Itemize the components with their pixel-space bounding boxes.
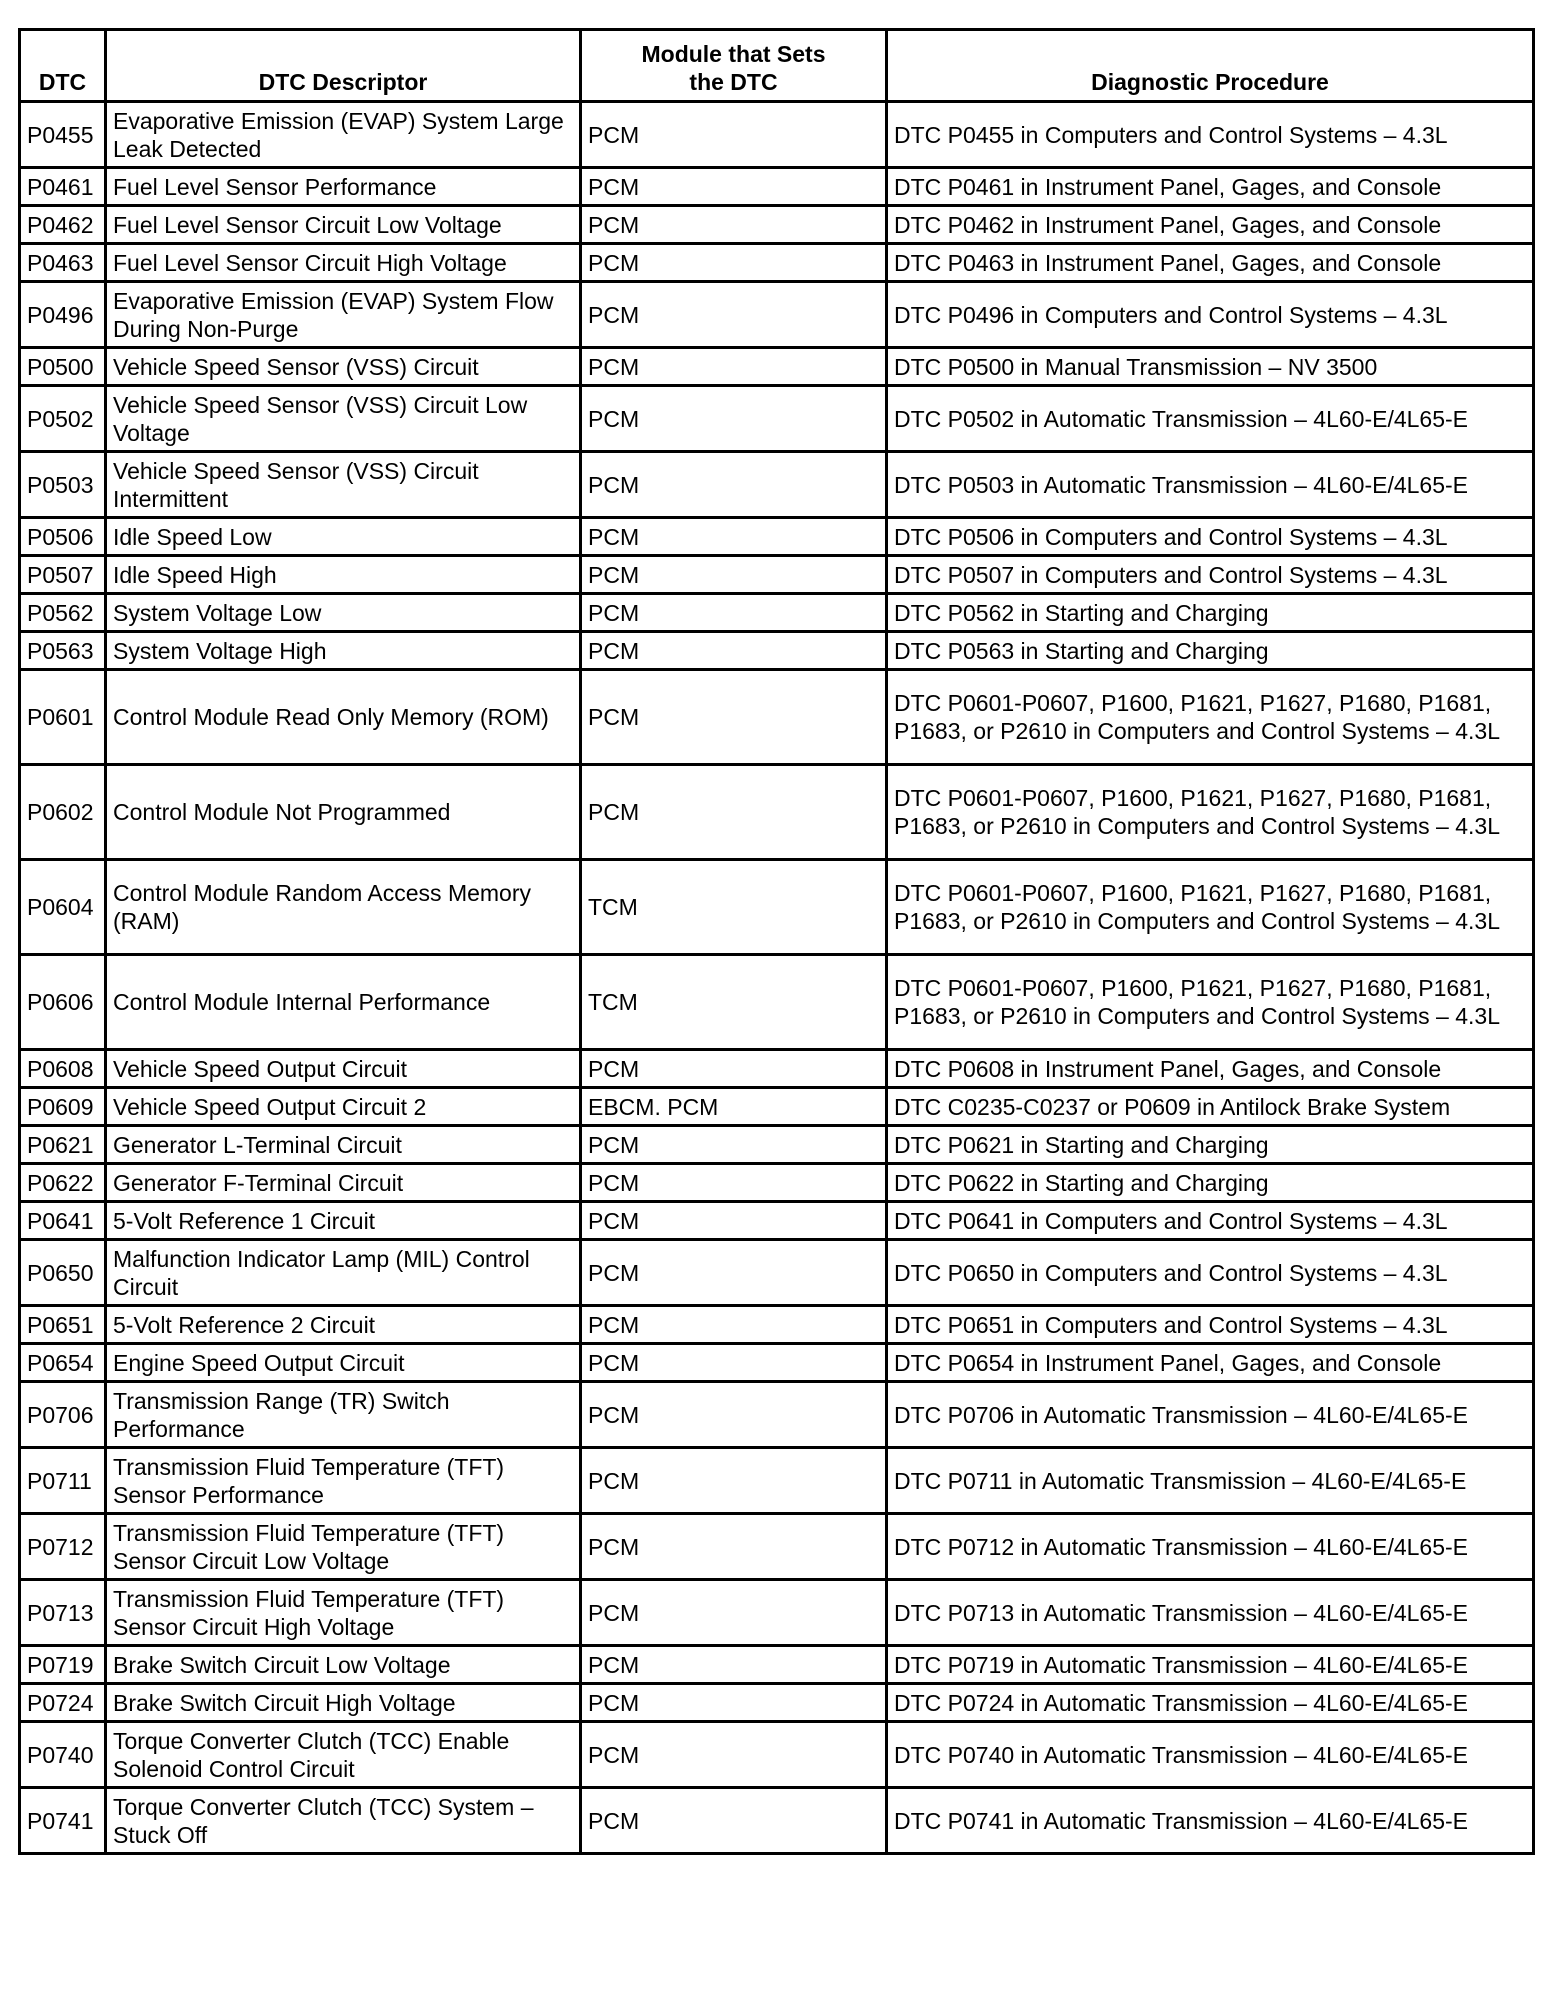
dtc-descriptor-cell: Evaporative Emission (EVAP) System Large Leak Detected <box>106 102 581 168</box>
dtc-procedure-cell: DTC P0463 in Instrument Panel, Gages, and Console <box>887 244 1534 282</box>
dtc-module-cell: PCM <box>581 1580 887 1646</box>
table-row <box>20 632 1534 670</box>
dtc-procedure-cell: DTC P0740 in Automatic Transmission – 4L60-E/4L65-E <box>887 1722 1534 1788</box>
dtc-descriptor-cell: System Voltage Low <box>106 594 581 632</box>
dtc-code-cell: P0507 <box>20 556 106 594</box>
dtc-module-cell: TCM <box>581 955 887 1050</box>
table-row <box>20 1448 1534 1514</box>
dtc-procedure-cell: DTC P0724 in Automatic Transmission – 4L60-E/4L65-E <box>887 1684 1534 1722</box>
dtc-procedure-cell: DTC P0500 in Manual Transmission – NV 3500 <box>887 348 1534 386</box>
dtc-code-cell: P0463 <box>20 244 106 282</box>
dtc-code-cell: P0740 <box>20 1722 106 1788</box>
dtc-module-cell: PCM <box>581 1448 887 1514</box>
table-row <box>20 244 1534 282</box>
dtc-descriptor-cell: Vehicle Speed Sensor (VSS) Circuit <box>106 348 581 386</box>
dtc-module-cell: PCM <box>581 1164 887 1202</box>
table-row <box>20 1306 1534 1344</box>
dtc-code-cell: P0496 <box>20 282 106 348</box>
header-descriptor: DTC Descriptor <box>106 30 581 102</box>
table-row <box>20 206 1534 244</box>
dtc-module-cell: PCM <box>581 1684 887 1722</box>
dtc-descriptor-cell: Fuel Level Sensor Performance <box>106 168 581 206</box>
dtc-code-cell: P0713 <box>20 1580 106 1646</box>
dtc-module-cell: PCM <box>581 670 887 765</box>
dtc-code-cell: P0602 <box>20 765 106 860</box>
dtc-module-cell: PCM <box>581 1050 887 1088</box>
dtc-descriptor-cell: Malfunction Indicator Lamp (MIL) Control Circuit <box>106 1240 581 1306</box>
dtc-descriptor-cell: Fuel Level Sensor Circuit Low Voltage <box>106 206 581 244</box>
dtc-code-cell: P0654 <box>20 1344 106 1382</box>
dtc-code-cell: P0500 <box>20 348 106 386</box>
dtc-module-cell: PCM <box>581 386 887 452</box>
table-row <box>20 452 1534 518</box>
dtc-procedure-cell: DTC P0650 in Computers and Control Systems – 4.3L <box>887 1240 1534 1306</box>
dtc-code-cell: P0604 <box>20 860 106 955</box>
dtc-procedure-cell: DTC P0507 in Computers and Control Systems – 4.3L <box>887 556 1534 594</box>
table-row <box>20 1788 1534 1854</box>
dtc-procedure-cell: DTC P0713 in Automatic Transmission – 4L60-E/4L65-E <box>887 1580 1534 1646</box>
dtc-module-cell: PCM <box>581 765 887 860</box>
header-dtc: DTC <box>20 30 106 102</box>
dtc-procedure-cell: DTC P0601-P0607, P1600, P1621, P1627, P1680, P1681, P1683, or P2610 in Computers and Control Systems – 4.3L <box>887 955 1534 1050</box>
table-row <box>20 386 1534 452</box>
table-row <box>20 1646 1534 1684</box>
dtc-procedure-cell: DTC P0455 in Computers and Control Systems – 4.3L <box>887 102 1534 168</box>
dtc-module-cell: PCM <box>581 1202 887 1240</box>
dtc-code-cell: P0503 <box>20 452 106 518</box>
table-row <box>20 556 1534 594</box>
dtc-descriptor-cell: Control Module Not Programmed <box>106 765 581 860</box>
table-row <box>20 282 1534 348</box>
table-row <box>20 1164 1534 1202</box>
dtc-module-cell: PCM <box>581 632 887 670</box>
dtc-table <box>18 28 1535 1855</box>
dtc-descriptor-cell: Transmission Fluid Temperature (TFT) Sensor Circuit High Voltage <box>106 1580 581 1646</box>
dtc-code-cell: P0719 <box>20 1646 106 1684</box>
dtc-descriptor-cell: Control Module Read Only Memory (ROM) <box>106 670 581 765</box>
table-row <box>20 1722 1534 1788</box>
dtc-code-cell: P0462 <box>20 206 106 244</box>
table-row <box>20 1240 1534 1306</box>
dtc-procedure-cell: DTC P0712 in Automatic Transmission – 4L60-E/4L65-E <box>887 1514 1534 1580</box>
table-row <box>20 1514 1534 1580</box>
dtc-module-cell: PCM <box>581 244 887 282</box>
dtc-code-cell: P0712 <box>20 1514 106 1580</box>
dtc-procedure-cell: DTC P0503 in Automatic Transmission – 4L60-E/4L65-E <box>887 452 1534 518</box>
dtc-code-cell: P0455 <box>20 102 106 168</box>
dtc-module-cell: PCM <box>581 168 887 206</box>
dtc-descriptor-cell: Engine Speed Output Circuit <box>106 1344 581 1382</box>
dtc-descriptor-cell: System Voltage High <box>106 632 581 670</box>
dtc-descriptor-cell: Brake Switch Circuit Low Voltage <box>106 1646 581 1684</box>
dtc-module-cell: PCM <box>581 1306 887 1344</box>
dtc-module-cell: PCM <box>581 282 887 348</box>
dtc-module-cell: PCM <box>581 102 887 168</box>
dtc-code-cell: P0650 <box>20 1240 106 1306</box>
dtc-module-cell: EBCM. PCM <box>581 1088 887 1126</box>
dtc-descriptor-cell: Evaporative Emission (EVAP) System Flow During Non-Purge <box>106 282 581 348</box>
table-row <box>20 1580 1534 1646</box>
dtc-procedure-cell: DTC P0562 in Starting and Charging <box>887 594 1534 632</box>
dtc-module-cell: PCM <box>581 1788 887 1854</box>
dtc-code-cell: P0706 <box>20 1382 106 1448</box>
dtc-module-cell: PCM <box>581 452 887 518</box>
dtc-module-cell: PCM <box>581 1646 887 1684</box>
dtc-module-cell: PCM <box>581 348 887 386</box>
table-row <box>20 1088 1534 1126</box>
dtc-code-cell: P0562 <box>20 594 106 632</box>
dtc-descriptor-cell: Transmission Fluid Temperature (TFT) Sensor Circuit Low Voltage <box>106 1514 581 1580</box>
dtc-descriptor-cell: Idle Speed Low <box>106 518 581 556</box>
table-row <box>20 860 1534 955</box>
dtc-descriptor-cell: Transmission Range (TR) Switch Performance <box>106 1382 581 1448</box>
dtc-code-cell: P0711 <box>20 1448 106 1514</box>
table-row <box>20 594 1534 632</box>
dtc-descriptor-cell: 5-Volt Reference 1 Circuit <box>106 1202 581 1240</box>
dtc-module-cell: PCM <box>581 1240 887 1306</box>
table-row <box>20 168 1534 206</box>
dtc-descriptor-cell: Brake Switch Circuit High Voltage <box>106 1684 581 1722</box>
dtc-procedure-cell: DTC P0601-P0607, P1600, P1621, P1627, P1680, P1681, P1683, or P2610 in Computers and Control Systems – 4.3L <box>887 670 1534 765</box>
dtc-code-cell: P0563 <box>20 632 106 670</box>
table-row <box>20 955 1534 1050</box>
dtc-descriptor-cell: Generator F-Terminal Circuit <box>106 1164 581 1202</box>
table-body <box>20 102 1534 1854</box>
table-row <box>20 1382 1534 1448</box>
dtc-code-cell: P0622 <box>20 1164 106 1202</box>
dtc-procedure-cell: DTC P0641 in Computers and Control Systems – 4.3L <box>887 1202 1534 1240</box>
dtc-code-cell: P0606 <box>20 955 106 1050</box>
dtc-module-cell: PCM <box>581 594 887 632</box>
dtc-module-cell: PCM <box>581 1344 887 1382</box>
dtc-procedure-cell: DTC P0622 in Starting and Charging <box>887 1164 1534 1202</box>
dtc-descriptor-cell: Control Module Random Access Memory (RAM) <box>106 860 581 955</box>
dtc-procedure-cell: DTC P0462 in Instrument Panel, Gages, and Console <box>887 206 1534 244</box>
dtc-descriptor-cell: Fuel Level Sensor Circuit High Voltage <box>106 244 581 282</box>
dtc-procedure-cell: DTC P0706 in Automatic Transmission – 4L60-E/4L65-E <box>887 1382 1534 1448</box>
table-row <box>20 348 1534 386</box>
dtc-document <box>18 28 1532 1855</box>
table-row <box>20 765 1534 860</box>
dtc-module-cell: PCM <box>581 1514 887 1580</box>
dtc-descriptor-cell: Torque Converter Clutch (TCC) Enable Solenoid Control Circuit <box>106 1722 581 1788</box>
dtc-module-cell: TCM <box>581 860 887 955</box>
dtc-procedure-cell: DTC P0601-P0607, P1600, P1621, P1627, P1680, P1681, P1683, or P2610 in Computers and Control Systems – 4.3L <box>887 765 1534 860</box>
dtc-code-cell: P0741 <box>20 1788 106 1854</box>
dtc-procedure-cell: DTC P0496 in Computers and Control Systems – 4.3L <box>887 282 1534 348</box>
dtc-descriptor-cell: Vehicle Speed Output Circuit <box>106 1050 581 1088</box>
dtc-descriptor-cell: Vehicle Speed Sensor (VSS) Circuit Intermittent <box>106 452 581 518</box>
dtc-procedure-cell: DTC P0506 in Computers and Control Systems – 4.3L <box>887 518 1534 556</box>
dtc-module-cell: PCM <box>581 1382 887 1448</box>
table-row <box>20 518 1534 556</box>
dtc-descriptor-cell: Vehicle Speed Sensor (VSS) Circuit Low Voltage <box>106 386 581 452</box>
dtc-procedure-cell: DTC P0621 in Starting and Charging <box>887 1126 1534 1164</box>
table-row <box>20 1344 1534 1382</box>
table-row <box>20 1202 1534 1240</box>
dtc-module-cell: PCM <box>581 1722 887 1788</box>
dtc-module-cell: PCM <box>581 206 887 244</box>
dtc-descriptor-cell: Idle Speed High <box>106 556 581 594</box>
dtc-procedure-cell: DTC P0651 in Computers and Control Systems – 4.3L <box>887 1306 1534 1344</box>
dtc-procedure-cell: DTC P0719 in Automatic Transmission – 4L60-E/4L65-E <box>887 1646 1534 1684</box>
dtc-code-cell: P0461 <box>20 168 106 206</box>
table-row <box>20 670 1534 765</box>
dtc-module-cell: PCM <box>581 1126 887 1164</box>
dtc-descriptor-cell: Torque Converter Clutch (TCC) System – Stuck Off <box>106 1788 581 1854</box>
table-header-row <box>20 30 1534 102</box>
dtc-procedure-cell: DTC P0461 in Instrument Panel, Gages, and Console <box>887 168 1534 206</box>
header-module: Module that Sets the DTC <box>581 30 887 102</box>
dtc-code-cell: P0641 <box>20 1202 106 1240</box>
dtc-procedure-cell: DTC P0601-P0607, P1600, P1621, P1627, P1680, P1681, P1683, or P2610 in Computers and Control Systems – 4.3L <box>887 860 1534 955</box>
table-row <box>20 1050 1534 1088</box>
dtc-descriptor-cell: Control Module Internal Performance <box>106 955 581 1050</box>
dtc-code-cell: P0608 <box>20 1050 106 1088</box>
dtc-descriptor-cell: Vehicle Speed Output Circuit 2 <box>106 1088 581 1126</box>
dtc-descriptor-cell: 5-Volt Reference 2 Circuit <box>106 1306 581 1344</box>
table-row <box>20 1684 1534 1722</box>
dtc-procedure-cell: DTC C0235-C0237 or P0609 in Antilock Brake System <box>887 1088 1534 1126</box>
header-procedure: Diagnostic Procedure <box>887 30 1534 102</box>
dtc-descriptor-cell: Transmission Fluid Temperature (TFT) Sensor Performance <box>106 1448 581 1514</box>
dtc-procedure-cell: DTC P0741 in Automatic Transmission – 4L60-E/4L65-E <box>887 1788 1534 1854</box>
dtc-code-cell: P0601 <box>20 670 106 765</box>
dtc-code-cell: P0502 <box>20 386 106 452</box>
dtc-procedure-cell: DTC P0502 in Automatic Transmission – 4L60-E/4L65-E <box>887 386 1534 452</box>
dtc-code-cell: P0651 <box>20 1306 106 1344</box>
dtc-procedure-cell: DTC P0563 in Starting and Charging <box>887 632 1534 670</box>
table-row <box>20 102 1534 168</box>
dtc-code-cell: P0621 <box>20 1126 106 1164</box>
dtc-code-cell: P0724 <box>20 1684 106 1722</box>
dtc-module-cell: PCM <box>581 518 887 556</box>
dtc-code-cell: P0506 <box>20 518 106 556</box>
dtc-procedure-cell: DTC P0608 in Instrument Panel, Gages, and Console <box>887 1050 1534 1088</box>
dtc-module-cell: PCM <box>581 556 887 594</box>
dtc-procedure-cell: DTC P0654 in Instrument Panel, Gages, and Console <box>887 1344 1534 1382</box>
dtc-descriptor-cell: Generator L-Terminal Circuit <box>106 1126 581 1164</box>
dtc-procedure-cell: DTC P0711 in Automatic Transmission – 4L60-E/4L65-E <box>887 1448 1534 1514</box>
dtc-code-cell: P0609 <box>20 1088 106 1126</box>
table-row <box>20 1126 1534 1164</box>
